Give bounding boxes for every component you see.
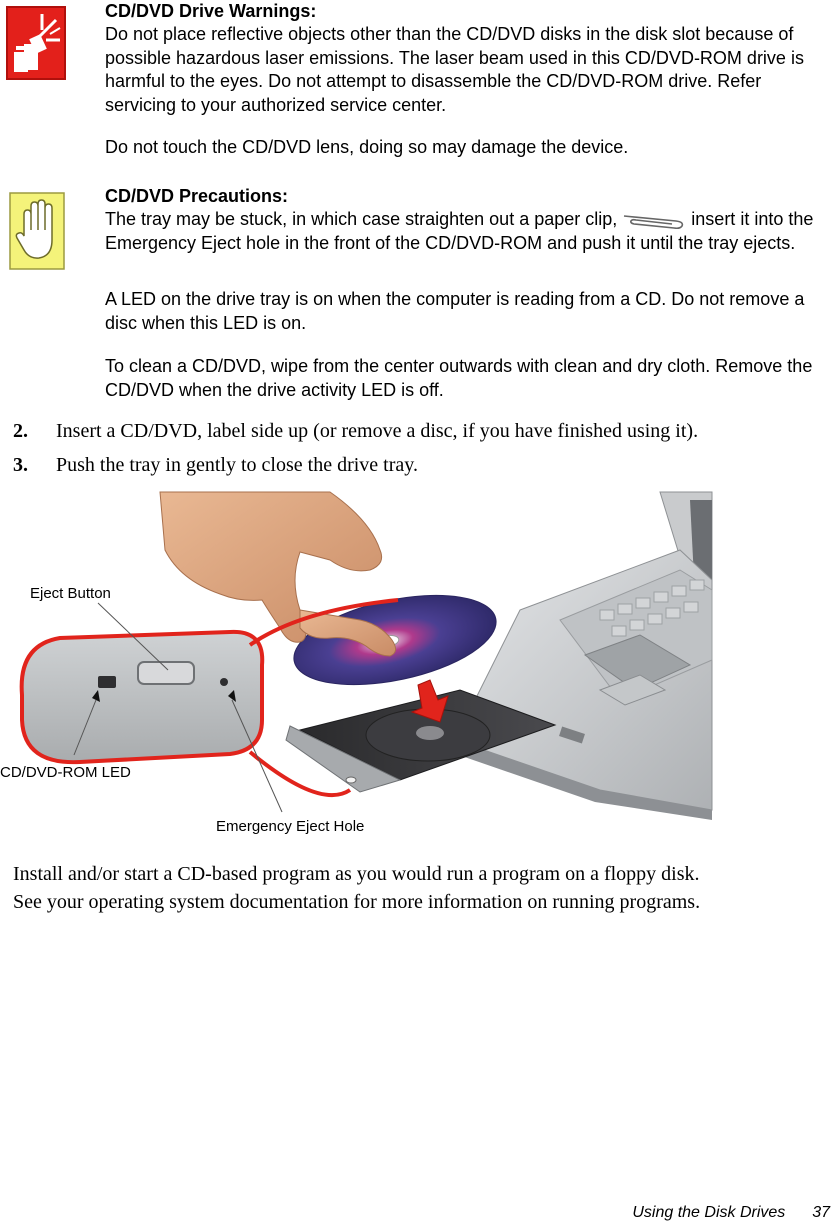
body-paragraph-line: Install and/or start a CD-based program as you would run a program on a floppy disk.: [13, 863, 700, 885]
page-footer: [560, 1204, 830, 1222]
warning-paragraph: Do not place reflective objects other than the CD/DVD disks in the disk slot because of possible hazardous laser emissions. The laser beam used in this CD/DVD-ROM drive is harmful to the eyes. Do not attempt to disassemble the CD/DVD-ROM drive. Refer servicing to your authorized service center.: [105, 24, 804, 115]
step-item: [13, 418, 833, 444]
precautions-paragraph: To clean a CD/DVD, wipe from the center outwards with clean and dry cloth. Remove the CD/DVD when the drive activity LED is off.: [105, 356, 813, 400]
led-shape: [98, 676, 116, 688]
page-number: 37: [812, 1204, 830, 1221]
eject-button-shape: [138, 662, 194, 684]
body-paragraph-line: See your operating system documentation for more information on running programs.: [13, 891, 701, 913]
laptop-base: [450, 550, 712, 820]
stop-hand-icon: [9, 192, 65, 270]
step-number: 3.: [13, 454, 28, 476]
step-text: Insert a CD/DVD, label side up (or remove a disc, if you have finished using it).: [56, 420, 699, 442]
callout-label-eject-button: Eject Button: [30, 585, 111, 602]
step-item: [13, 452, 833, 478]
callout-label-emergency-hole: Emergency Eject Hole: [216, 818, 365, 835]
laser-warning-icon: [6, 6, 66, 80]
precautions-paragraph: A LED on the drive tray is on when the computer is reading from a CD. Do not remove a disc when this LED is on.: [105, 289, 805, 333]
emergency-hole-shape: [220, 678, 228, 686]
precautions-text: The tray may be stuck, in which case straighten out a paper clip,: [105, 209, 618, 229]
cd-drive-figure: [0, 490, 838, 840]
disc: [286, 579, 504, 700]
step-number: 2.: [13, 420, 28, 442]
step-text: Push the tray in gently to close the drive tray.: [56, 454, 418, 476]
paper-clip-icon: [622, 210, 686, 230]
precautions-text: insert it into the Emergency Eject hole in the front of the CD/DVD-ROM and push it until the tray ejects.: [105, 209, 814, 253]
footer-section-title: Using the Disk Drives: [632, 1204, 786, 1221]
precautions-title: CD/DVD Precautions:: [105, 186, 289, 206]
warning-paragraph: Do not touch the CD/DVD lens, doing so may damage the device.: [105, 137, 629, 157]
precautions-paragraph: [105, 208, 833, 255]
warning-title: CD/DVD Drive Warnings:: [105, 1, 317, 21]
callout-label-led: CD/DVD-ROM LED: [0, 764, 131, 781]
